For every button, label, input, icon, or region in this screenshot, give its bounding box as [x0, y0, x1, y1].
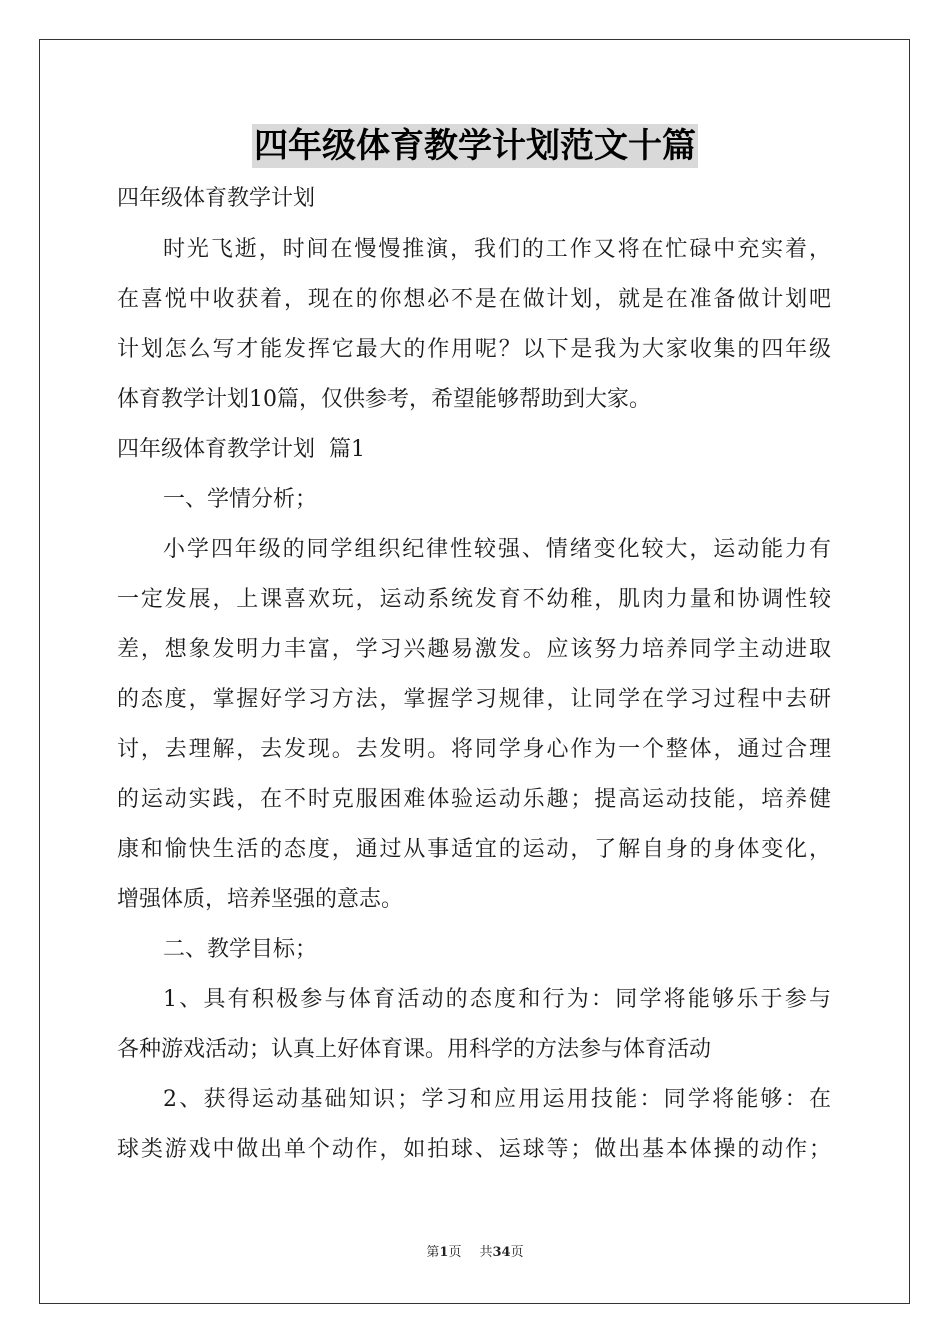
- total-pages: 34: [492, 1245, 511, 1260]
- page-number: 1: [439, 1245, 449, 1260]
- section-heading: 四年级体育教学计划 篇1: [117, 437, 365, 462]
- paragraph-line: 时光飞逝，时间在慢慢推演，我们的工作又将在忙碌中充实着，: [163, 237, 831, 262]
- section-heading: 四年级体育教学计划: [117, 186, 316, 211]
- paragraph-line: 差，想象发明力丰富，学习兴趣易激发。应该努力培养同学主动进取: [117, 637, 831, 662]
- paragraph-line: 小学四年级的同学组织纪律性较强、情绪变化较大，运动能力有: [163, 537, 831, 562]
- paragraph-line: 康和愉快生活的态度，通过从事适宜的运动，了解自身的身体变化，: [117, 837, 831, 862]
- page-footer: [0, 1244, 950, 1262]
- total-label-prefix: 共: [479, 1245, 493, 1260]
- subheading: 二、教学目标；: [163, 937, 318, 962]
- paragraph-line: 在喜悦中收获着，现在的你想必不是在做计划，就是在准备做计划吧: [117, 287, 831, 312]
- total-label-suffix: 页: [510, 1245, 524, 1260]
- paragraph-line: 的态度，掌握好学习方法，掌握学习规律，让同学在学习过程中去研: [117, 687, 831, 712]
- paragraph-line: 讨，去理解，去发现。去发明。将同学身心作为一个整体，通过合理: [117, 737, 831, 762]
- subheading: 一、学情分析；: [163, 487, 318, 512]
- paragraph-line: 的运动实践，在不时克服困难体验运动乐趣；提高运动技能，培养健: [117, 787, 831, 812]
- paragraph-line: 体育教学计划10篇，仅供参考，希望能够帮助到大家。: [117, 387, 651, 412]
- paragraph-line: 计划怎么写才能发挥它最大的作用呢？以下是我为大家收集的四年级: [117, 337, 831, 362]
- paragraph-line: 1、具有积极参与体育活动的态度和行为：同学将能够乐于参与: [163, 987, 831, 1012]
- paragraph-line: 2、获得运动基础知识；学习和应用运用技能：同学将能够：在: [163, 1087, 831, 1112]
- paragraph-line: 增强体质，培养坚强的意志。: [117, 887, 404, 912]
- paragraph-line: 一定发展，上课喜欢玩，运动系统发育不幼稚，肌肉力量和协调性较: [117, 587, 831, 612]
- title-container: [0, 124, 950, 168]
- page-label-prefix: 第: [426, 1245, 440, 1260]
- paragraph-line: 各种游戏活动；认真上好体育课。用科学的方法参与体育活动: [117, 1037, 712, 1062]
- paragraph-line: 球类游戏中做出单个动作，如拍球、运球等；做出基本体操的动作；: [117, 1137, 831, 1162]
- page-label-suffix: 页: [448, 1245, 462, 1260]
- document-title: 四年级体育教学计划范文十篇: [254, 126, 696, 166]
